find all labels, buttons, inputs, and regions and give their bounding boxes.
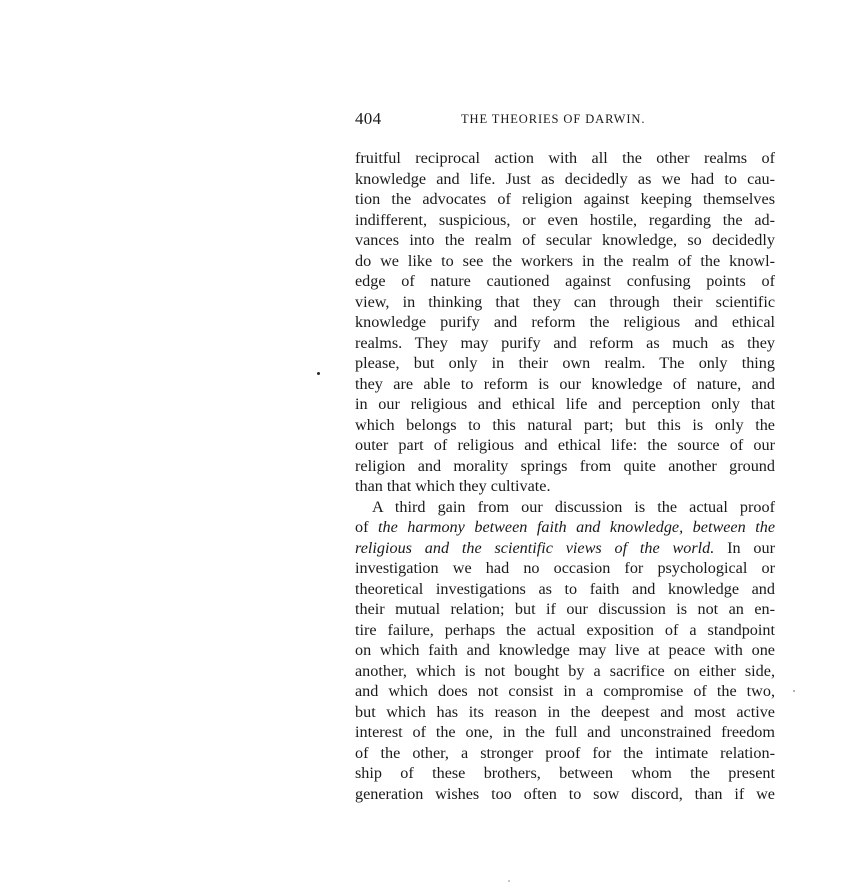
paragraph-last-line: than that which they cultivate. (355, 477, 551, 495)
text-line: religion and morality springs from quite another ground (355, 456, 775, 475)
italic-phrase: religious and the scientific views of the world. (355, 538, 715, 557)
body-text (355, 148, 775, 804)
ink-speck (793, 690, 795, 692)
text-line: they are able to reform is our knowledge of nature, and (355, 374, 775, 393)
text-line: generation wishes too often to sow discord, than if we (355, 784, 775, 803)
text-line: on which faith and knowledge may live at peace with one (355, 641, 775, 659)
text-line: indifferent, suspicious, or even hostile, regarding the ad- (355, 210, 775, 229)
text-line: in our religious and ethical life and perception only that (355, 395, 775, 413)
text-line-with-italic (355, 517, 775, 538)
text-line: view, in thinking that they can through their scientific (355, 292, 775, 311)
text-line: tion the advocates of religion against keeping themselves (355, 190, 775, 208)
text-line: knowledge purify and reform the religious and ethical (355, 313, 775, 331)
text-line: edge of nature cautioned against confusing points of (355, 272, 775, 290)
text-line: tire failure, perhaps the actual exposition of a standpoint (355, 620, 775, 639)
ink-speck (317, 372, 320, 375)
text-line-with-italic (355, 538, 775, 559)
text-line: knowledge and life. Just as decidedly as we had to cau- (355, 169, 775, 188)
running-title: THE THEORIES OF DARWIN. (461, 112, 646, 126)
running-head (355, 109, 775, 133)
italic-phrase: the harmony between faith and knowledge, between the (378, 518, 776, 536)
text-line: outer part of religious and ethical life: the source of our (355, 436, 775, 454)
text-line: investigation we had no occasion for psychological or (355, 559, 775, 577)
text-line: interest of the one, in the full and unconstrained freedom (355, 723, 775, 741)
text-line: theoretical investigations as to faith and knowledge and (355, 579, 775, 598)
text-fragment: In our (714, 538, 776, 557)
text-line: their mutual relation; but if our discussion is not an en- (355, 600, 775, 618)
paragraph-first-line: A third gain from our discussion is the actual proof (372, 497, 775, 516)
text-fragment: of (355, 518, 378, 536)
text-line: another, which is not bought by a sacrifice on either side, (355, 661, 775, 680)
text-line: ship of these brothers, between whom the present (355, 764, 775, 782)
text-line: do we like to see the workers in the realm of the knowl- (355, 251, 775, 270)
text-line: but which has its reason in the deepest and most active (355, 702, 775, 721)
text-line: and which does not consist in a compromise of the two, (355, 682, 775, 700)
text-line: please, but only in their own realm. The only thing (355, 354, 775, 372)
text-line: realms. They may purify and reform as much as they (355, 333, 775, 352)
ink-speck (508, 880, 510, 882)
text-line: vances into the realm of secular knowledge, so decidedly (355, 231, 775, 249)
text-line: fruitful reciprocal action with all the other realms of (355, 149, 775, 167)
page-number: 404 (355, 109, 382, 128)
text-line: of the other, a stronger proof for the intimate relation- (355, 743, 775, 762)
text-line: which belongs to this natural part; but this is only the (355, 415, 775, 434)
